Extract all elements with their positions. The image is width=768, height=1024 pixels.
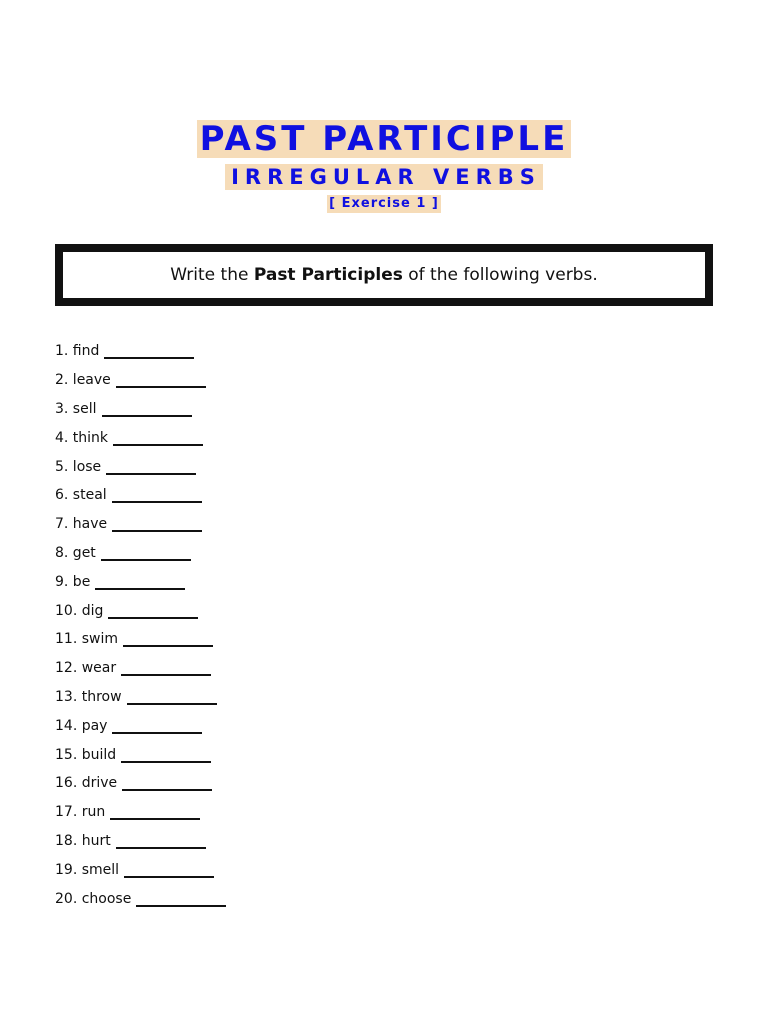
verb-item — [55, 596, 226, 625]
verb-item — [55, 567, 226, 596]
exercise-label: [ Exercise 1 ] — [329, 196, 439, 211]
instruction-bold: Past Participles — [253, 265, 403, 285]
verb-item — [55, 711, 226, 740]
answer-blank[interactable] — [113, 430, 203, 446]
verb-label: 1. find — [55, 343, 100, 360]
verb-item — [55, 539, 226, 568]
answer-blank[interactable] — [102, 401, 192, 417]
verb-label: 3. sell — [55, 400, 97, 417]
verb-item — [55, 423, 226, 452]
verb-label: 7. have — [55, 516, 108, 533]
answer-blank[interactable] — [122, 775, 212, 791]
instruction-box — [55, 244, 713, 306]
answer-blank[interactable] — [121, 747, 211, 763]
verb-item — [55, 855, 226, 884]
answer-blank[interactable] — [108, 603, 198, 619]
verb-label: 6. steal — [55, 487, 107, 504]
verb-label: 2. leave — [55, 372, 111, 389]
answer-blank[interactable] — [127, 689, 217, 705]
verb-item — [55, 366, 226, 395]
answer-blank[interactable] — [106, 459, 196, 475]
verb-label: 17. run — [55, 804, 106, 821]
verb-label: 5. lose — [55, 458, 102, 475]
instruction-prefix: Write the — [170, 265, 254, 285]
verb-label: 13. throw — [55, 688, 122, 705]
answer-blank[interactable] — [112, 718, 202, 734]
verb-label: 16. drive — [55, 775, 118, 792]
verb-label: 11. swim — [55, 631, 118, 648]
verb-list — [55, 337, 226, 913]
page-subtitle: IRREGULAR VERBS — [225, 164, 543, 190]
verb-item — [55, 510, 226, 539]
answer-blank[interactable] — [112, 516, 202, 532]
worksheet-header — [0, 120, 768, 213]
instruction-suffix: of the following verbs. — [402, 265, 598, 285]
verb-item — [55, 654, 226, 683]
verb-label: 10. dig — [55, 602, 104, 619]
answer-blank[interactable] — [112, 487, 202, 503]
verb-item — [55, 683, 226, 712]
verb-label: 14. pay — [55, 717, 108, 734]
verb-label: 19. smell — [55, 861, 120, 878]
verb-label: 18. hurt — [55, 832, 111, 849]
verb-label: 20. choose — [55, 890, 132, 907]
verb-item — [55, 452, 226, 481]
verb-item — [55, 740, 226, 769]
answer-blank[interactable] — [121, 660, 211, 676]
verb-item — [55, 395, 226, 424]
answer-blank[interactable] — [104, 343, 194, 359]
answer-blank[interactable] — [124, 862, 214, 878]
title-wrap — [0, 120, 768, 158]
answer-blank[interactable] — [116, 372, 206, 388]
exercise-wrap — [0, 192, 768, 213]
answer-blank[interactable] — [116, 833, 206, 849]
verb-label: 4. think — [55, 429, 109, 446]
verb-item — [55, 798, 226, 827]
answer-blank[interactable] — [123, 631, 213, 647]
verb-label: 12. wear — [55, 660, 117, 677]
answer-blank[interactable] — [136, 891, 226, 907]
verb-label: 15. build — [55, 746, 117, 763]
answer-blank[interactable] — [101, 545, 191, 561]
verb-item — [55, 481, 226, 510]
verb-item — [55, 769, 226, 798]
verb-label: 9. be — [55, 573, 91, 590]
verb-item — [55, 884, 226, 913]
verb-item — [55, 337, 226, 366]
verb-item — [55, 625, 226, 654]
subtitle-wrap — [0, 164, 768, 190]
verb-label: 8. get — [55, 544, 96, 561]
verb-item — [55, 827, 226, 856]
answer-blank[interactable] — [110, 804, 200, 820]
instruction-text — [170, 265, 597, 285]
answer-blank[interactable] — [95, 574, 185, 590]
page-title: PAST PARTICIPLE — [197, 120, 572, 158]
